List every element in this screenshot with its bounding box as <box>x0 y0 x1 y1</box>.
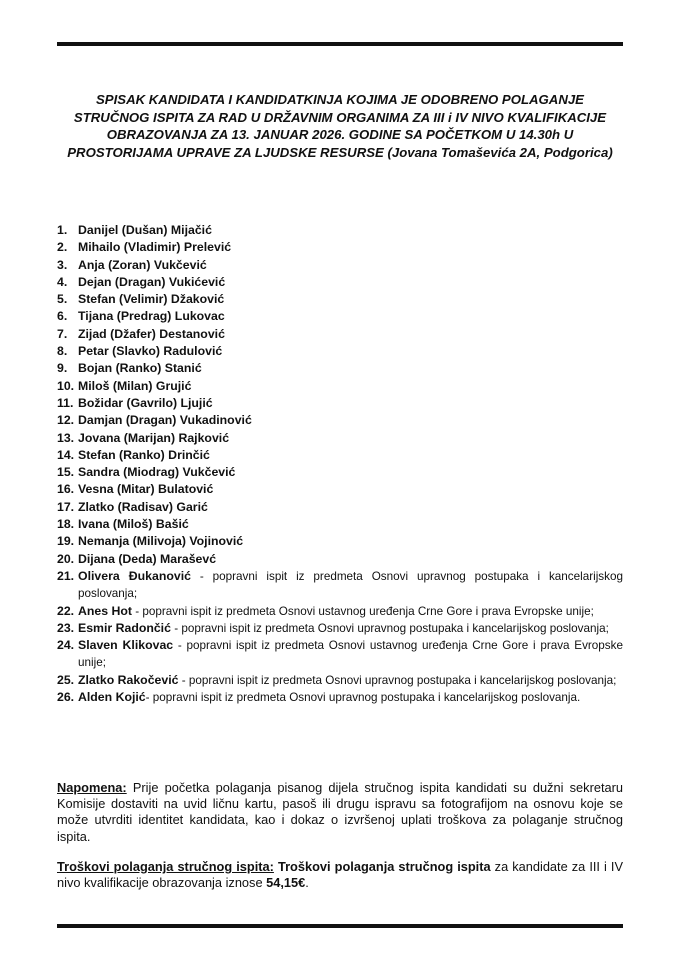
candidate-item <box>57 291 623 308</box>
candidate-name: Zijad (Džafer) Destanović <box>78 326 225 341</box>
candidate-number: 4. <box>57 274 68 289</box>
candidate-name: Nemanja (Milivoja) Vojinović <box>78 534 244 549</box>
document-title: SPISAK KANDIDATA I KANDIDATKINJA KOJIMA JE ODOBRENO POLAGANJE STRUČNOG ISPITA ZA RAD U DRŽAVNIM ORGANIMA ZA III i IV NIVO KVALIFIKACIJE OBRAZOVANJA ZA 13. JANUAR 2026. GODINE SA POČETKOM U 14.30h U PROSTORIJAMA UPRAVE ZA LJUDSKE RESURSE (Jovana Tomaševića 2A, Podgorica) <box>67 92 613 160</box>
napomena-paragraph <box>57 780 623 845</box>
candidate-item <box>57 412 623 429</box>
candidate-number: 1. <box>57 223 68 237</box>
candidate-number: 10. <box>57 378 75 393</box>
candidate-item <box>57 603 623 620</box>
candidate-number: 6. <box>57 309 68 324</box>
candidate-item <box>57 274 623 291</box>
candidate-name: Jovana (Marijan) Rajković <box>78 430 230 445</box>
candidate-name: Mihailo (Vladimir) Prelević <box>78 240 232 255</box>
candidate-item <box>57 568 623 603</box>
candidate-item <box>57 499 623 516</box>
troskovi-text: za kandidate za III i IV nivo kvalifikacije obrazovanja iznose <box>57 859 624 891</box>
candidate-name: Dejan (Dragan) Vukićević <box>78 274 226 289</box>
candidate-name: Anes Hot <box>78 603 132 618</box>
candidate-name: Vesna (Mitar) Bulatović <box>78 482 214 497</box>
candidate-name: Tijana (Predrag) Lukovac <box>78 309 225 324</box>
candidate-list <box>57 222 623 706</box>
candidate-name: Božidar (Gavrilo) Ljujić <box>78 395 213 410</box>
candidate-number: 17. <box>57 499 75 514</box>
candidate-item <box>57 308 623 325</box>
candidate-number: 3. <box>57 257 68 272</box>
candidate-note: - popravni ispit iz predmeta Osnovi upravnog postupaka i kancelarijskog poslovanja. <box>145 691 581 705</box>
candidate-item <box>57 326 623 343</box>
troskovi-amount: 54,15€ <box>266 875 306 891</box>
candidate-name: Dijana (Deda) Maraševć <box>78 551 217 566</box>
top-rule <box>57 42 623 46</box>
candidate-name: Petar (Slavko) Radulović <box>78 344 223 359</box>
candidate-number: 20. <box>57 551 75 566</box>
candidate-item <box>57 533 623 550</box>
troskovi-bold-text: Troškovi polaganja stručnog ispita <box>273 859 491 874</box>
candidate-note: - popravni ispit iz predmeta Osnovi upravnog postupaka i kancelarijskog poslovanja; <box>170 621 609 635</box>
candidate-number: 22. <box>57 603 75 618</box>
bottom-rule <box>57 924 623 928</box>
candidate-item <box>57 239 623 256</box>
candidate-name: Slaven Klikovac <box>78 638 174 653</box>
candidate-number: 15. <box>57 465 75 480</box>
candidate-number: 25. <box>57 672 75 687</box>
candidate-item <box>57 395 623 412</box>
candidate-number: 8. <box>57 344 68 359</box>
candidate-name: Zlatko (Radisav) Garić <box>78 499 208 514</box>
candidate-number: 21. <box>57 568 75 583</box>
troskovi-end: . <box>305 875 309 891</box>
candidate-note: - popravni ispit iz predmeta Osnovi upravnog postupaka i kancelarijskog poslovanja; <box>78 569 623 601</box>
candidate-name: Miloš (Milan) Grujić <box>78 378 192 393</box>
candidate-item <box>57 430 623 447</box>
napomena-text: Prije početka polaganja pisanog dijela stručnog ispita kandidati su dužni sekretaru Komisije dostaviti na uvid ličnu kartu, pasoš ili drugu ispravu sa fotografijom na osnovu koje se može utvrditi identitet kandidata, kao i dokaz o izvršenoj uplati troškova za polaganje stručnog ispita. <box>57 780 623 844</box>
troskovi-paragraph <box>57 859 623 891</box>
candidate-name: Damjan (Dragan) Vukadinović <box>78 413 252 428</box>
candidate-number: 13. <box>57 430 75 445</box>
candidate-number: 5. <box>57 292 68 307</box>
napomena-label: Napomena: <box>57 780 127 795</box>
candidate-name: Ivana (Miloš) Bašić <box>78 517 189 532</box>
candidate-name: Olivera Đukanović <box>78 568 191 583</box>
candidate-item <box>57 516 623 533</box>
candidate-name: Stefan (Velimir) Džaković <box>78 292 225 307</box>
candidate-number: 14. <box>57 447 75 462</box>
candidate-number: 23. <box>57 620 75 635</box>
troskovi-label: Troškovi polaganja stručnog ispita: <box>57 859 274 874</box>
candidate-item <box>57 551 623 568</box>
candidate-item <box>57 620 623 637</box>
candidate-number: 9. <box>57 361 68 376</box>
candidate-number: 24. <box>57 638 75 653</box>
candidate-item <box>57 360 623 377</box>
candidate-item <box>57 222 623 239</box>
candidate-item <box>57 481 623 498</box>
candidate-item <box>57 689 623 706</box>
candidate-item <box>57 343 623 360</box>
candidate-number: 18. <box>57 517 75 532</box>
candidate-number: 26. <box>57 690 75 705</box>
candidate-item <box>57 672 623 689</box>
candidate-item <box>57 257 623 274</box>
candidate-name: Anja (Zoran) Vukčević <box>78 257 207 272</box>
candidate-note: - popravni ispit iz predmeta Osnovi ustavnog uređenja Crne Gore i prava Evropske unije; <box>131 604 594 618</box>
candidate-name: Bojan (Ranko) Stanić <box>78 361 202 376</box>
candidate-item <box>57 378 623 395</box>
candidate-number: 16. <box>57 482 75 497</box>
candidate-number: 7. <box>57 326 68 341</box>
candidate-name: Esmir Radončić <box>78 620 171 635</box>
candidate-item <box>57 464 623 481</box>
candidate-number: 11. <box>57 395 74 410</box>
candidate-note: - popravni ispit iz predmeta Osnovi upravnog postupaka i kancelarijskog poslovanja; <box>178 673 617 687</box>
candidate-item <box>57 637 623 672</box>
candidate-name: Sandra (Miodrag) Vukčević <box>78 465 236 480</box>
candidate-name: Alden Kojić <box>78 690 146 705</box>
candidate-number: 2. <box>57 240 68 255</box>
candidate-note: - popravni ispit iz predmeta Osnovi ustavnog uređenja Crne Gore i prava Evropske unije; <box>78 639 623 670</box>
candidate-name: Zlatko Rakočević <box>78 672 179 687</box>
candidate-number: 12. <box>57 413 75 428</box>
candidate-item <box>57 447 623 464</box>
candidate-name: Stefan (Ranko) Drinčić <box>78 447 210 462</box>
candidate-number: 19. <box>57 534 75 549</box>
candidate-name: Danijel (Dušan) Mijačić <box>78 223 212 237</box>
